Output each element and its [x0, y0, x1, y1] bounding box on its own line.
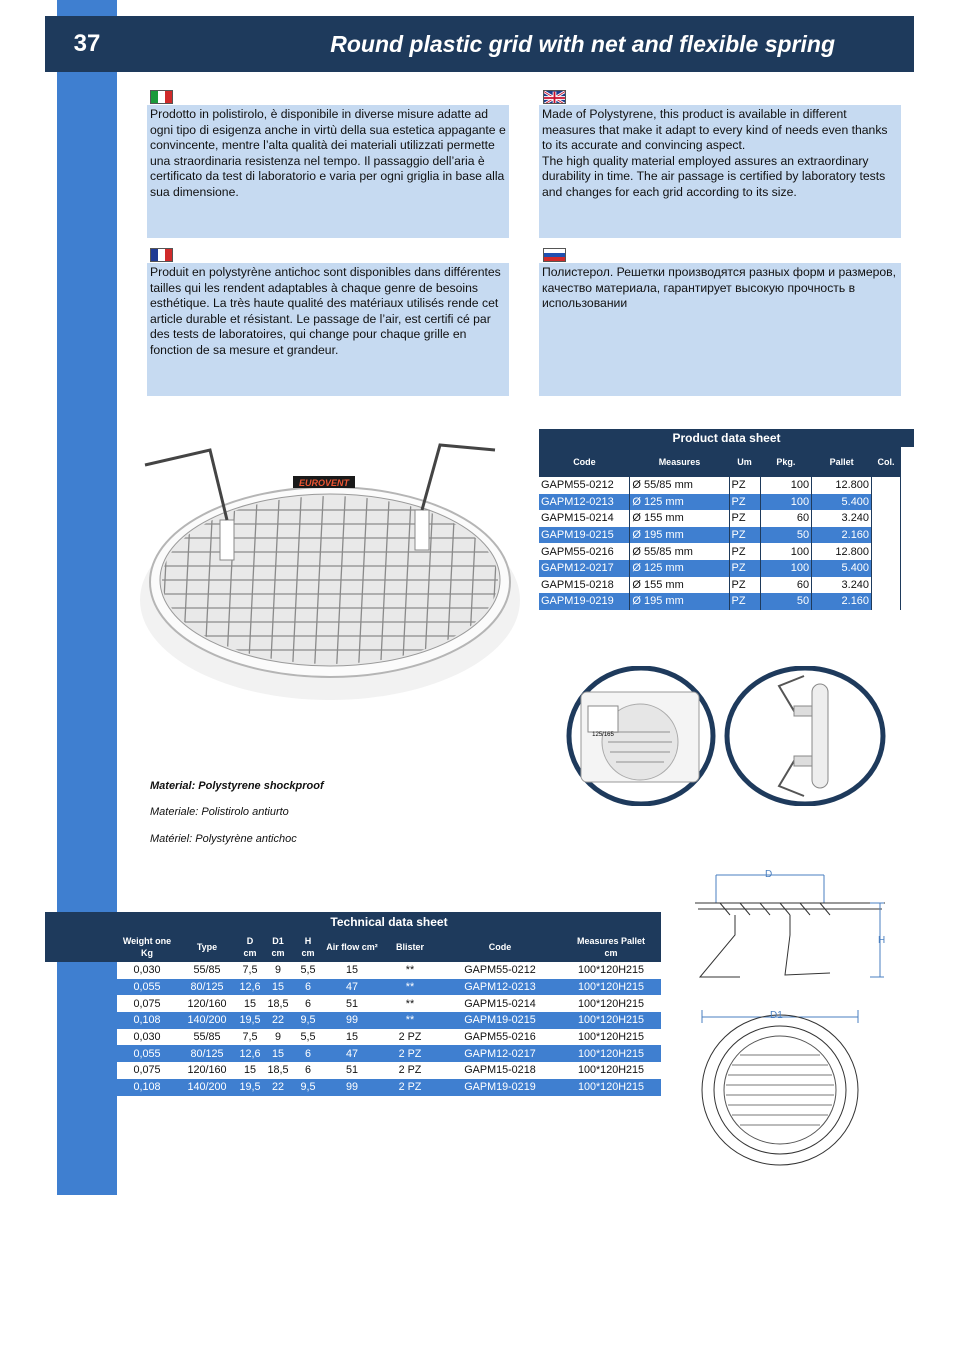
- brand-logo: EUROVENT: [298, 478, 350, 488]
- table-cell: 9: [263, 1029, 293, 1046]
- product-col-header: Col.: [872, 447, 901, 477]
- table-cell: 50: [760, 527, 812, 544]
- technical-col-header: [561, 931, 661, 962]
- description-french: Produit en polystyrène antichoc sont disponibles dans différentes tailles qui les rendent adaptables à chaque genre de besoins esthétique. La très haute qualité des matériaux utilisés rende cet article durable et résistant. Le passage de l’air, est certifi cé par des tests de laboratoires, qui change pour chaque grille en fonction de sa mesure et grandeur.: [147, 263, 509, 396]
- technical-header-tab: [45, 912, 117, 962]
- france-flag: [150, 248, 173, 262]
- table-row: [539, 477, 901, 494]
- table-cell: GAPM55-0212: [539, 477, 630, 494]
- table-cell: 0,030: [117, 962, 177, 979]
- table-cell: 0,055: [117, 1045, 177, 1062]
- table-cell: **: [381, 1012, 439, 1029]
- product-col-header: Pkg.: [760, 447, 812, 477]
- table-cell: 100*120H215: [561, 1062, 661, 1079]
- table-cell: GAPM19-0215: [539, 527, 630, 544]
- header-unit: cm: [301, 947, 315, 958]
- table-cell: 3.240: [812, 510, 872, 527]
- header-unit: cm: [604, 947, 618, 958]
- material-fr: Matériel: Polystyrène antichoc: [150, 833, 297, 845]
- package-size-label: 125/165: [592, 732, 614, 738]
- header-line: D: [246, 935, 254, 946]
- table-cell: 5,5: [293, 962, 323, 979]
- table-row: [117, 962, 661, 979]
- table-cell: **: [381, 995, 439, 1012]
- table-cell: 22: [263, 1079, 293, 1096]
- table-row: [539, 577, 901, 594]
- table-cell: [872, 543, 901, 560]
- table-cell: 80/125: [177, 1045, 237, 1062]
- product-data-sheet: [539, 429, 914, 610]
- table-cell: 47: [323, 979, 381, 996]
- table-row: [539, 510, 901, 527]
- table-cell: 51: [323, 1062, 381, 1079]
- table-cell: 3.240: [812, 577, 872, 594]
- table-cell: Ø 125 mm: [630, 560, 729, 577]
- header-line: Air flow cm²: [326, 941, 378, 952]
- table-cell: GAPM19-0219: [539, 593, 630, 610]
- table-cell: 60: [760, 510, 812, 527]
- table-cell: 7,5: [237, 962, 263, 979]
- table-cell: 15: [263, 979, 293, 996]
- sidebar-band: [57, 0, 117, 1195]
- table-row: [117, 1045, 661, 1062]
- table-cell: Ø 195 mm: [630, 527, 729, 544]
- table-cell: 2 PZ: [381, 1029, 439, 1046]
- technical-col-header: [293, 931, 323, 962]
- table-row: [539, 543, 901, 560]
- technical-col-header: [323, 931, 381, 962]
- uk-flag: [543, 90, 566, 104]
- table-cell: 100*120H215: [561, 962, 661, 979]
- table-row: [117, 1079, 661, 1096]
- table-cell: 18,5: [263, 1062, 293, 1079]
- table-cell: 0,055: [117, 979, 177, 996]
- description-russian: Полистерол. Решетки производятся разных форм и размеров, качество материала, гарантирует высокую прочность в использовании: [539, 263, 901, 396]
- header-line: D1: [272, 935, 284, 946]
- table-cell: 100*120H215: [561, 979, 661, 996]
- table-cell: GAPM15-0214: [439, 995, 561, 1012]
- table-cell: PZ: [729, 494, 760, 511]
- table-cell: 100: [760, 494, 812, 511]
- technical-table-header: [117, 931, 661, 962]
- technical-col-header: [439, 931, 561, 962]
- table-cell: Ø 155 mm: [630, 577, 729, 594]
- table-cell: 60: [760, 577, 812, 594]
- header-line: Code: [488, 941, 512, 952]
- material-it: Materiale: Polistirolo antiurto: [150, 806, 289, 818]
- table-cell: 2.160: [812, 527, 872, 544]
- product-col-header: Um: [729, 447, 760, 477]
- table-cell: PZ: [729, 593, 760, 610]
- table-cell: GAPM12-0213: [539, 494, 630, 511]
- technical-col-header: [117, 931, 177, 962]
- product-table-header: [539, 447, 901, 477]
- table-cell: 15: [263, 1045, 293, 1062]
- table-cell: GAPM15-0214: [539, 510, 630, 527]
- russia-flag: [543, 248, 566, 262]
- technical-drawing: [690, 865, 890, 1175]
- technical-sheet-title: Technical data sheet: [117, 912, 661, 931]
- table-cell: [872, 577, 901, 594]
- table-cell: GAPM55-0216: [439, 1029, 561, 1046]
- table-cell: PZ: [729, 527, 760, 544]
- table-row: [117, 1012, 661, 1029]
- table-cell: 12,6: [237, 1045, 263, 1062]
- table-cell: **: [381, 979, 439, 996]
- table-cell: 2 PZ: [381, 1062, 439, 1079]
- dimension-h-label: H: [878, 935, 886, 946]
- table-cell: 100: [760, 543, 812, 560]
- product-col-header: Code: [539, 447, 630, 477]
- table-cell: PZ: [729, 577, 760, 594]
- packaged-grid-photo: [566, 666, 716, 806]
- table-cell: 50: [760, 593, 812, 610]
- table-cell: 99: [323, 1012, 381, 1029]
- table-cell: 100*120H215: [561, 995, 661, 1012]
- table-cell: GAPM12-0217: [539, 560, 630, 577]
- technical-data-sheet: [117, 912, 661, 1096]
- table-cell: 80/125: [177, 979, 237, 996]
- table-cell: 5.400: [812, 560, 872, 577]
- page-title: Round plastic grid with net and flexible spring: [330, 30, 835, 57]
- header-unit: cm: [271, 947, 285, 958]
- header-line: Blister: [395, 941, 424, 952]
- product-col-header: Measures: [630, 447, 729, 477]
- table-cell: 99: [323, 1079, 381, 1096]
- table-cell: 51: [323, 995, 381, 1012]
- table-cell: Ø 125 mm: [630, 494, 729, 511]
- table-cell: 9,5: [293, 1079, 323, 1096]
- table-cell: [872, 494, 901, 511]
- table-cell: GAPM55-0212: [439, 962, 561, 979]
- technical-col-header: [237, 931, 263, 962]
- table-row: [539, 560, 901, 577]
- dimension-d-label: D: [765, 869, 773, 880]
- table-cell: Ø 195 mm: [630, 593, 729, 610]
- header-line: Weight one: [122, 935, 172, 946]
- table-cell: 9: [263, 962, 293, 979]
- table-cell: 100: [760, 560, 812, 577]
- table-row: [117, 979, 661, 996]
- table-row: [117, 995, 661, 1012]
- table-cell: 2.160: [812, 593, 872, 610]
- table-cell: 120/160: [177, 1062, 237, 1079]
- table-row: [117, 1062, 661, 1079]
- technical-col-header: [263, 931, 293, 962]
- product-table: [539, 447, 901, 610]
- table-cell: 15: [237, 1062, 263, 1079]
- table-cell: 22: [263, 1012, 293, 1029]
- product-col-header: Pallet: [812, 447, 872, 477]
- table-cell: 15: [237, 995, 263, 1012]
- table-cell: 15: [323, 1029, 381, 1046]
- table-cell: 100: [760, 477, 812, 494]
- table-cell: 120/160: [177, 995, 237, 1012]
- table-row: [539, 527, 901, 544]
- table-cell: [872, 510, 901, 527]
- table-cell: [872, 527, 901, 544]
- table-cell: Ø 55/85 mm: [630, 477, 729, 494]
- technical-col-header: [381, 931, 439, 962]
- table-cell: 2 PZ: [381, 1079, 439, 1096]
- table-cell: 12.800: [812, 543, 872, 560]
- technical-col-header: [177, 931, 237, 962]
- table-cell: GAPM15-0218: [539, 577, 630, 594]
- table-cell: 12,6: [237, 979, 263, 996]
- table-cell: GAPM15-0218: [439, 1062, 561, 1079]
- table-cell: 6: [293, 979, 323, 996]
- table-cell: 140/200: [177, 1079, 237, 1096]
- header-line: Measures Pallet: [576, 935, 646, 946]
- table-cell: 9,5: [293, 1012, 323, 1029]
- table-cell: PZ: [729, 543, 760, 560]
- header-unit: Kg: [141, 947, 153, 958]
- table-row: [539, 494, 901, 511]
- table-cell: GAPM12-0217: [439, 1045, 561, 1062]
- table-cell: 0,075: [117, 995, 177, 1012]
- table-cell: 5,5: [293, 1029, 323, 1046]
- table-cell: 6: [293, 1062, 323, 1079]
- table-cell: 55/85: [177, 1029, 237, 1046]
- table-cell: 100*120H215: [561, 1029, 661, 1046]
- table-cell: 100*120H215: [561, 1045, 661, 1062]
- table-cell: 140/200: [177, 1012, 237, 1029]
- table-cell: 6: [293, 995, 323, 1012]
- technical-table: [117, 931, 661, 1096]
- table-cell: PZ: [729, 510, 760, 527]
- table-cell: 100*120H215: [561, 1079, 661, 1096]
- table-cell: 6: [293, 1045, 323, 1062]
- product-sheet-title: Product data sheet: [539, 429, 914, 447]
- material-en: Material: Polystyrene shockproof: [150, 780, 324, 792]
- grid-side-view-photo: [724, 666, 886, 806]
- header-line: Type: [196, 941, 218, 952]
- table-cell: PZ: [729, 560, 760, 577]
- technical-table-body: [117, 962, 661, 1096]
- table-cell: PZ: [729, 477, 760, 494]
- table-cell: GAPM19-0219: [439, 1079, 561, 1096]
- table-cell: GAPM12-0213: [439, 979, 561, 996]
- table-cell: 47: [323, 1045, 381, 1062]
- description-italian: Prodotto in polistirolo, è disponibile in diverse misure adatte ad ogni tipo di esigenza anche in virtù della sua estetica appagante e convincente, mentre l’alta qualità dei materiali utilizzati permette una straordinaria resistenza nel tempo. Il passaggio dell’aria è certificato da test di laboratorio e varia per ogni griglia in base alla sua dimensione.: [147, 105, 509, 238]
- table-cell: GAPM19-0215: [439, 1012, 561, 1029]
- table-cell: 2 PZ: [381, 1045, 439, 1062]
- table-cell: [872, 593, 901, 610]
- table-cell: Ø 155 mm: [630, 510, 729, 527]
- table-cell: 15: [323, 962, 381, 979]
- round-grid-product-photo: [140, 440, 520, 700]
- table-cell: 0,108: [117, 1079, 177, 1096]
- description-english: Made of Polystyrene, this product is available in different measures that make it adapt to every kind of needs even thanks to its accurate and convincing aspect. The high quality material employed assures an extraordinary durability in time. The air passage is certified by laboratory tests and changes for each grid according to its size.: [539, 105, 901, 238]
- dimension-d1-label: D1: [770, 1010, 783, 1021]
- table-cell: 19,5: [237, 1079, 263, 1096]
- table-cell: 0,108: [117, 1012, 177, 1029]
- table-cell: 55/85: [177, 962, 237, 979]
- table-cell: 5.400: [812, 494, 872, 511]
- header-line: H: [304, 935, 312, 946]
- table-cell: [872, 477, 901, 494]
- italy-flag: [150, 90, 173, 104]
- table-cell: 0,030: [117, 1029, 177, 1046]
- table-cell: 7,5: [237, 1029, 263, 1046]
- table-cell: **: [381, 962, 439, 979]
- page-number: 37: [73, 30, 101, 57]
- table-cell: Ø 55/85 mm: [630, 543, 729, 560]
- table-cell: 100*120H215: [561, 1012, 661, 1029]
- table-row: [117, 1029, 661, 1046]
- product-table-body: [539, 477, 901, 610]
- table-cell: 0,075: [117, 1062, 177, 1079]
- table-cell: [872, 560, 901, 577]
- header-unit: cm: [243, 947, 257, 958]
- table-cell: GAPM55-0216: [539, 543, 630, 560]
- table-cell: 19,5: [237, 1012, 263, 1029]
- table-cell: 12.800: [812, 477, 872, 494]
- table-cell: 18,5: [263, 995, 293, 1012]
- table-row: [539, 593, 901, 610]
